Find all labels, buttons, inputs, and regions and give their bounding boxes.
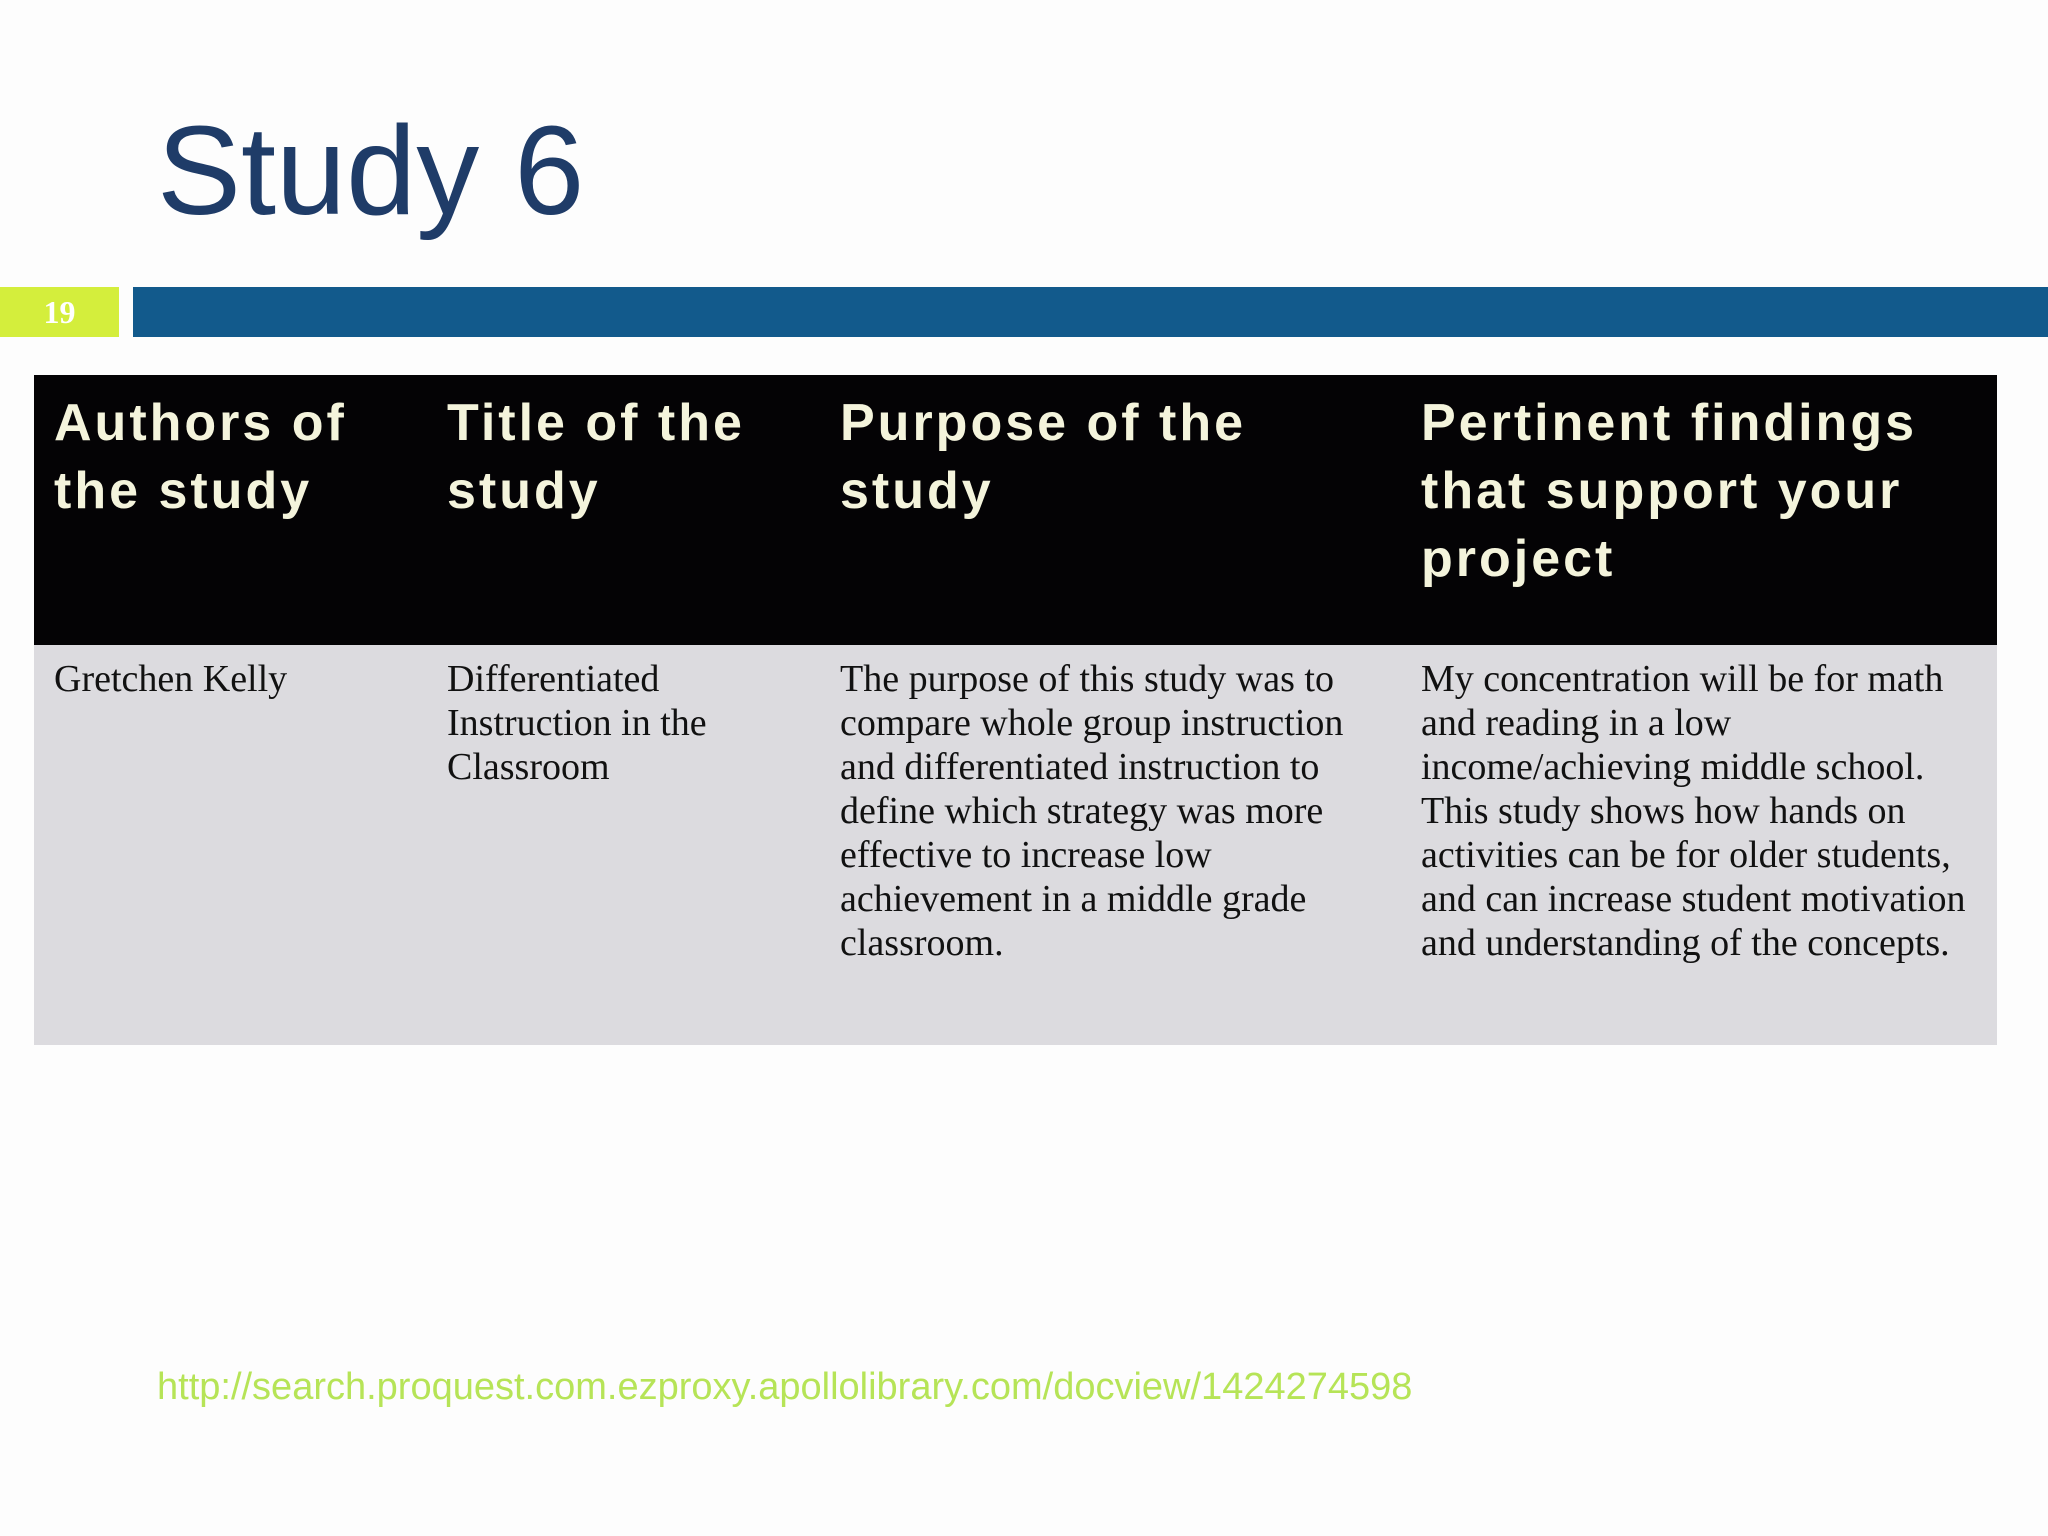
- table-row: [34, 645, 1997, 1045]
- cell-findings: My concentration will be for math and reading in a low income/achieving middle school. This study shows how hands on activities can be for older students, and can increase student motivation and understanding of the concepts.: [1401, 645, 1997, 1045]
- source-link[interactable]: http://search.proquest.com.ezproxy.apollolibrary.com/docview/1424274598: [157, 1366, 1413, 1408]
- header-accent-bar: [133, 287, 2048, 337]
- header-findings: Pertinent findings that support your project: [1401, 375, 1997, 645]
- cell-purpose: The purpose of this study was to compare whole group instruction and differentiated instruction to define which strategy was more effective to increase low achievement in a middle grade classroom.: [820, 645, 1401, 1045]
- cell-authors: Gretchen Kelly: [34, 645, 427, 1045]
- header-purpose: Purpose of the study: [820, 375, 1401, 645]
- header-authors: Authors of the study: [34, 375, 427, 645]
- study-table: [34, 375, 1997, 1045]
- slide-number-badge: 19: [0, 287, 119, 337]
- header-title: Title of the study: [427, 375, 820, 645]
- cell-title: Differentiated Instruction in the Classroom: [427, 645, 820, 1045]
- table-header-row: [34, 375, 1997, 645]
- slide-title: Study 6: [157, 100, 585, 241]
